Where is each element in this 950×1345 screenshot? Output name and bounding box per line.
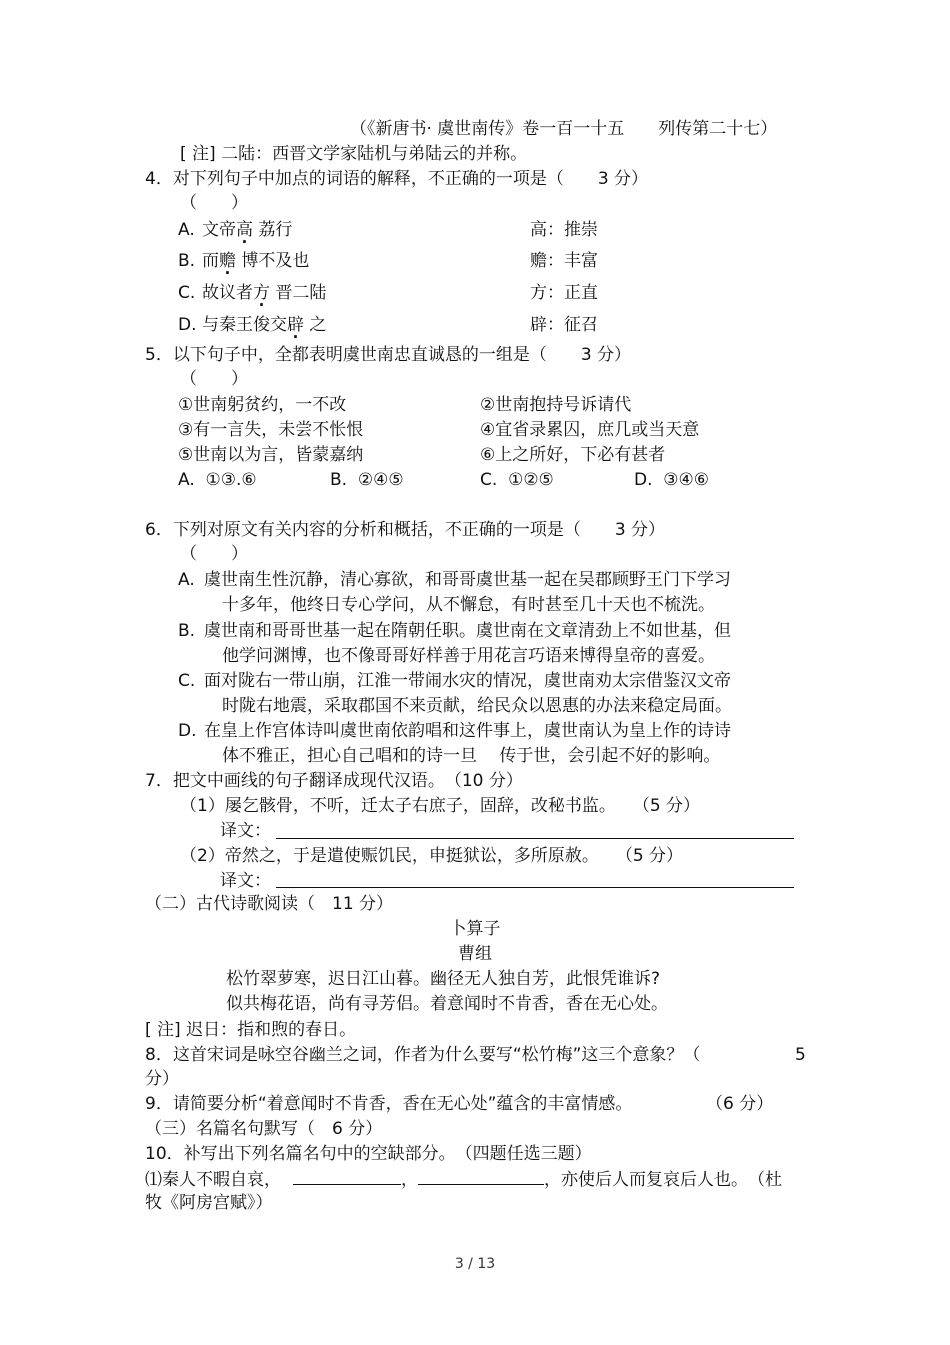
q5-paren: （ ） — [180, 369, 248, 389]
q8-line-2: 分） — [145, 1069, 179, 1089]
q7-yiwen-label-2: 译文： — [220, 871, 271, 891]
q4-gloss-d: 辟：征召 — [530, 315, 598, 335]
q4-option-c: C. 故议者方 晋二陆 — [178, 283, 327, 303]
page-number: 3 / 13 — [454, 1256, 496, 1272]
q6-option-b-label: B. — [178, 621, 196, 641]
q4-option-d: D. 与秦王俊交辟 之 — [178, 315, 327, 335]
poem-line-1: 松竹翠萝寒，迟日江山暮。幽径无人独自芳，此恨凭谁诉? — [226, 969, 661, 989]
poem-note: [ 注] 迟日：指和煦的春日。 — [145, 1020, 357, 1040]
q5-choice-d: D. ③④⑥ — [634, 470, 710, 490]
q10-line-1: ⑴秦人不暇自哀， ， ，亦使后人而复哀后人也。 （杜 — [145, 1170, 782, 1190]
q4-stem: 4．对下列句子中加点的词语的解释，不正确的一项是（ 3 分） — [145, 169, 649, 189]
q5-item-1: ①世南躬贫约，一不改 — [178, 395, 347, 415]
q7-sentence-1: （1）屡乞骸骨，不听，迁太子右庶子，固辞，改秘书监。 （5 分） — [180, 796, 701, 816]
q7-stem: 7．把文中画线的句子翻译成现代汉语。 （10 分） — [145, 771, 523, 791]
q6-option-a-label: A. — [178, 570, 195, 590]
q4-gloss-b: 赡：丰富 — [530, 251, 598, 271]
q6-option-c-label: C. — [178, 671, 196, 691]
poem-title: 卜算子 — [449, 919, 501, 939]
q10-stem: 10．补写出下列名篇名句中的空缺部分。 （四题任选三题） — [145, 1144, 592, 1164]
section-3-heading: （三）名篇名句默写（ 6 分） — [145, 1119, 383, 1139]
q6-option-c-line2: 时陇右地震，采取郡国不来贡献，给民众以恩惠的办法来稳定局面。 — [222, 696, 732, 716]
q5-item-5: ⑤世南以为言，皆蒙嘉纳 — [178, 445, 364, 465]
q9-score: （6 分） — [706, 1094, 774, 1114]
q5-item-4: ④宜省录累囚，庶几或当天意 — [480, 420, 700, 440]
q7-yiwen-label-1: 译文： — [220, 821, 271, 841]
q6-option-a-line2: 十多年，他终日专心学问，从不懈怠，有时甚至几十天也不梳洗。 — [222, 595, 715, 615]
q5-item-3: ③有一言失，未尝不怅恨 — [178, 420, 364, 440]
q10-blank-2[interactable] — [418, 1168, 544, 1185]
q6-option-d-label: D. — [178, 721, 197, 741]
q4-option-a: A. 文帝高 荔行 — [178, 220, 293, 240]
q5-stem: 5．以下句子中，全都表明虞世南忠直诚恳的一组是（ 3 分） — [145, 345, 632, 365]
q7-answer-line-2[interactable] — [276, 887, 794, 888]
q5-choice-c: C. ①②⑤ — [480, 470, 554, 490]
q10-line-2: 牧《阿房宫赋》） — [145, 1193, 273, 1213]
q5-item-6: ⑥上之所好，下必有甚者 — [480, 445, 666, 465]
q10-blank-1[interactable] — [293, 1168, 401, 1185]
q8-line-1: 8．这首宋词是咏空谷幽兰之词，作者为什么要写“松竹梅”这三个意象？（ — [145, 1045, 701, 1065]
q7-answer-line-1[interactable] — [276, 838, 794, 839]
q6-option-a-line1: 虞世南生性沉静，清心寡欲，和哥哥虞世基一起在吴郡顾野王门下学习 — [204, 570, 731, 590]
q4-gloss-a: 高：推崇 — [530, 220, 598, 240]
section-2-heading: （二）古代诗歌阅读（ 11 分） — [145, 894, 394, 914]
q5-choice-a: A. ①③.⑥ — [178, 470, 257, 490]
q8-score: 5 — [795, 1045, 806, 1065]
q6-option-c-line1: 面对陇右一带山崩，江淮一带闹水灾的情况，虞世南劝太宗借鉴汉文帝 — [204, 671, 731, 691]
q4-paren: （ ） — [180, 193, 248, 213]
q6-option-b-line1: 虞世南和哥哥世基一起在隋朝任职。虞世南在文章清劲上不如世基，但 — [204, 621, 731, 641]
source-citation: （《新唐书· 虞世南传》卷一百一十五 列传第二十七） — [350, 119, 778, 139]
q6-option-d-line2: 体不雅正，担心自己唱和的诗一旦 传于世，会引起不好的影响。 — [222, 746, 721, 766]
q4-option-b: B. 而赡 博不及也 — [178, 251, 310, 271]
q5-item-2: ②世南抱持号诉请代 — [480, 395, 632, 415]
poem-line-2: 似共梅花语，尚有寻芳侣。着意闻时不肯香，香在无心处。 — [226, 994, 668, 1014]
q6-option-b-line2: 他学问渊博，也不像哥哥好样善于用花言巧语来博得皇帝的喜爱。 — [222, 646, 715, 666]
q7-sentence-2: （2）帝然之，于是遣使赈饥民，申挺狱讼，多所原赦。 （5 分） — [180, 846, 684, 866]
note-erlu: [ 注] 二陆：西晋文学家陆机与弟陆云的并称。 — [180, 144, 528, 164]
q4-gloss-c: 方：正直 — [530, 283, 598, 303]
q6-option-d-line1: 在皇上作宫体诗叫虞世南依韵唱和这件事上，虞世南认为皇上作的诗诗 — [204, 721, 731, 741]
q6-stem: 6．下列对原文有关内容的分析和概括，不正确的一项是（ 3 分） — [145, 520, 666, 540]
q6-paren: （ ） — [180, 544, 248, 564]
q5-choice-b: B. ②④⑤ — [330, 470, 404, 490]
q9-text: 9．请简要分析“着意闻时不肯香，香在无心处”蕴含的丰富情感。 — [145, 1094, 633, 1114]
poem-author: 曹组 — [458, 944, 492, 964]
